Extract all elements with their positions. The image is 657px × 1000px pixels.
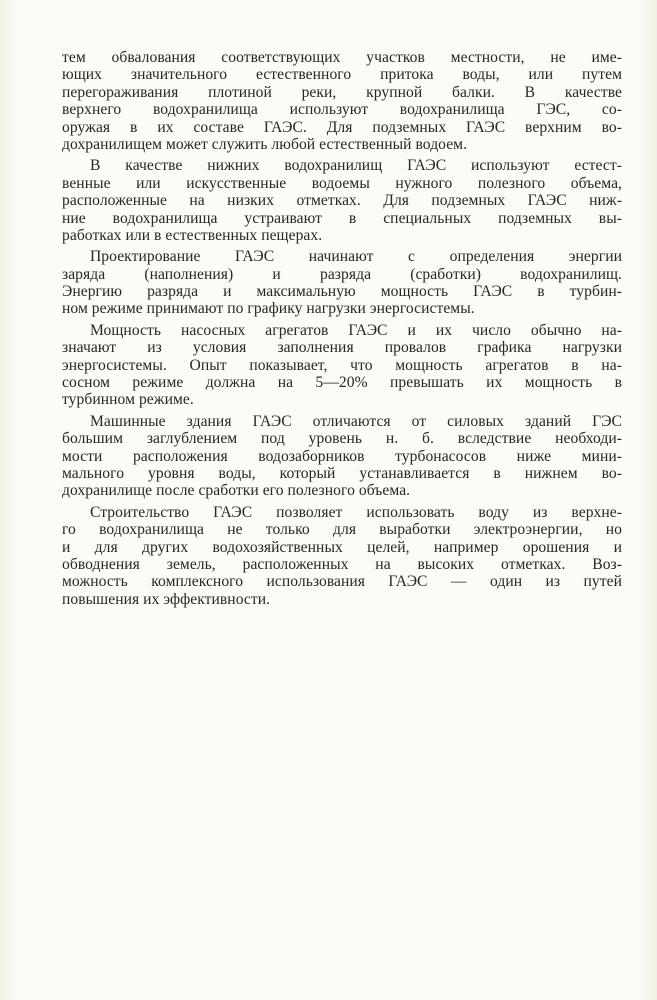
paragraph-3 (62, 248, 622, 318)
text-line: ние водохранилища устраивают в специальных подземных вы- (62, 209, 622, 227)
text-line: ющих значительного естественного притока воды, или путем (62, 66, 622, 84)
text-line: большим заглублением под уровень н. б. вследствие необходи- (62, 430, 622, 448)
text-line: обводнения земель, расположенных на высоких отметках. Воз- (62, 555, 622, 573)
text-line: можность комплексного использования ГАЭС — один из путей (62, 573, 622, 591)
text-line: турбинном режиме. (62, 391, 194, 409)
text-line: го водохранилища не только для выработки электроэнергии, но (62, 521, 622, 539)
text-line: дохранилище после сработки его полезного объема. (62, 482, 411, 500)
text-line: ном режиме принимают по графику нагрузки энергосистемы. (62, 300, 475, 318)
text-line: и для других водохозяйственных целей, например орошения и (62, 538, 622, 556)
text-line: Строительство ГАЭС позволяет использовать воду из верхне- (90, 503, 622, 521)
text-line: Машинные здания ГАЭС отличаются от силовых зданий ГЭС (90, 412, 622, 430)
text-line: Проектирование ГАЭС начинают с определения энергии (90, 248, 622, 266)
text-line: значают из условия заполнения провалов графика нагрузки (62, 339, 622, 357)
text-line: тем обвалования соответствующих участков местности, не име- (62, 49, 622, 66)
text-line: мости расположения водозаборников турбонасосов ниже мини- (62, 447, 622, 465)
paragraph-1 (62, 49, 622, 153)
text-line: Энергию разряда и максимальную мощность ГАЭС в турбин- (62, 283, 622, 301)
text-line: сосном режиме должна на 5—20% превышать их мощность в (62, 374, 622, 392)
text-line: Мощность насосных агрегатов ГАЭС и их число обычно на- (90, 321, 622, 339)
text-line: перегораживания плотиной реки, крупной балки. В качестве (62, 83, 622, 101)
paragraph-2 (62, 157, 622, 244)
text-line: работках или в естественных пещерах. (62, 226, 323, 244)
paragraph-6 (62, 504, 622, 608)
text-line: заряда (наполнения) и разряда (сработки) водохранилищ. (62, 265, 622, 283)
text-line: мального уровня воды, который устанавливается в нижнем во- (62, 464, 622, 482)
text-line: верхнего водохранилища используют водохранилища ГЭС, со- (62, 101, 622, 119)
text-line: расположенные на низких отметках. Для подземных ГАЭС ниж- (62, 192, 622, 210)
text-line: дохранилищем может служить любой естественный водоем. (62, 135, 468, 153)
paragraph-4 (62, 322, 622, 409)
body-text (62, 49, 622, 608)
paragraph-5 (62, 413, 622, 500)
text-line: оружая в их составе ГАЭС. Для подземных ГАЭС верхним во- (62, 118, 622, 136)
text-line: венные или искусственные водоемы нужного полезного объема, (62, 174, 622, 192)
text-line: повышения их эффективности. (62, 590, 271, 608)
text-line: энергосистемы. Опыт показывает, что мощность агрегатов в на- (62, 356, 622, 374)
text-line: В качестве нижних водохранилищ ГАЭС используют естест- (90, 157, 622, 175)
